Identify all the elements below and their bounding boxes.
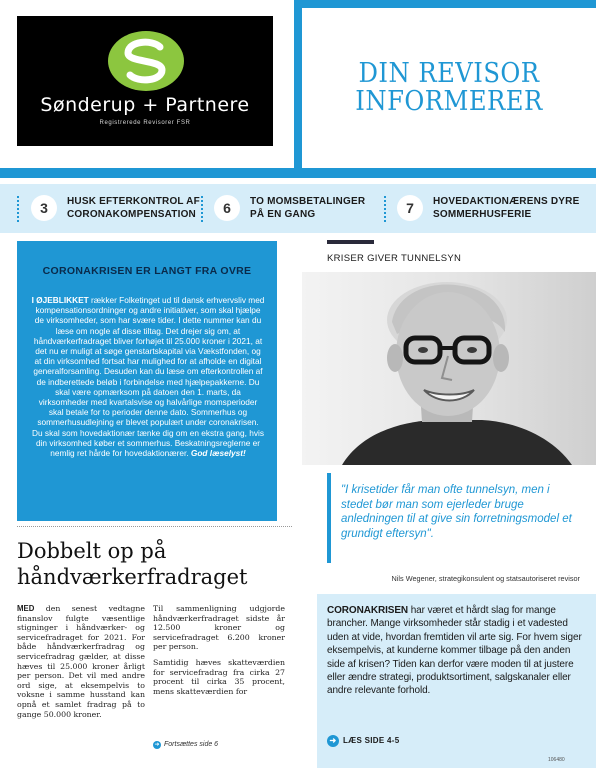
logo-swoosh-icon bbox=[106, 29, 186, 93]
arrow-circle-icon: ➜ bbox=[327, 735, 339, 747]
feature-text: har været et hårdt slag for mange brancher. Mange virksomheder står stadig i et vadested uden at vide, hvordan fremtiden vil arte sig. For hvem siger eksempelvis, at kunderne kommer tilbage på den anden side af krisen? Tiden kan derfor være moden til at justere eller ændre strategi, produktsortiment, salgskanaler eller andre relevante forhold. bbox=[327, 605, 582, 697]
read-more-label: LÆS SIDE 4-5 bbox=[343, 736, 400, 746]
teaser-page-number: 3 bbox=[31, 195, 57, 221]
teaser-line: HUSK EFTERKONTROL AF bbox=[67, 196, 200, 207]
headline-line-2: håndværkerfradraget bbox=[17, 565, 248, 589]
title-line-2: INFORMERER bbox=[355, 86, 543, 117]
editorial-lead: I ØJEBLIKKET bbox=[31, 295, 89, 305]
editorial-signoff: God læselyst! bbox=[190, 448, 246, 459]
teaser-label bbox=[67, 195, 207, 221]
article-column-2 bbox=[153, 604, 285, 702]
continued-link[interactable] bbox=[153, 741, 285, 749]
issue-label: TEMANUMMER: CORONA, FEBRUAR 2021 bbox=[308, 15, 535, 27]
teaser-label bbox=[250, 195, 390, 221]
article-kicker: KRISER GIVER TUNNELSYN bbox=[327, 253, 462, 264]
quote-accent-bar bbox=[327, 473, 331, 563]
logo-subtitle: Registrerede Revisorer FSR bbox=[99, 120, 191, 126]
teaser-page-number: 6 bbox=[214, 195, 240, 221]
article-paragraph: Samtidig hæves skatteværdien for servicefradrag fra cirka 27 procent til cirka 35 procent, mens skatteværdien for bbox=[153, 657, 285, 696]
page-code: 106480 bbox=[548, 757, 565, 763]
article-divider bbox=[17, 526, 292, 527]
article-column-1 bbox=[17, 604, 145, 719]
article-headline bbox=[17, 538, 292, 590]
portrait-illustration bbox=[302, 272, 596, 465]
teaser-page-number: 7 bbox=[397, 195, 423, 221]
article-paragraph: Til sammenligning udgjorde håndværkerfradraget sidste år 12.500 kroner og servicefradraget 6.200 kroner per person. bbox=[153, 604, 285, 652]
editorial-title: CORONAKRISEN ER LANGT FRA OVRE bbox=[42, 265, 252, 277]
teaser-label bbox=[433, 195, 593, 221]
editorial-body bbox=[31, 295, 265, 458]
article-lead: MED bbox=[17, 604, 35, 613]
continued-label: Fortsættes side 6 bbox=[164, 741, 219, 748]
feature-summary-box bbox=[317, 594, 596, 768]
feature-lead: CORONAKRISEN bbox=[327, 605, 409, 616]
teaser-item[interactable] bbox=[31, 183, 201, 234]
portrait-photo bbox=[302, 272, 596, 465]
teaser-line: PÅ EN GANG bbox=[250, 209, 316, 220]
title-line-1: DIN REVISOR bbox=[358, 58, 540, 89]
quote-text: "I krisetider får man ofte tunnelsyn, men i stedet bør man som ejerleder bruge anledningen til at give sin forretningsmodel et grundigt eftersyn". bbox=[341, 484, 572, 540]
arrow-circle-icon: ➜ bbox=[154, 742, 160, 748]
editorial-box bbox=[17, 241, 277, 521]
teaser-line: CORONAKOMPENSATION bbox=[67, 209, 196, 220]
article-text: den senest vedtagne finanslov fulgte væsentlige stigninger i håndværker- og servicefradraget for 2021. For både håndværkerfradrag og servicefradrag gælder, at disse hæves til 25.000 kroner årligt per person. Det vil med andre ord sige, at eksempelvis to voksne i samme husstand kan opnå et samlet fradrag på to gange 50.000 kroner. bbox=[17, 604, 146, 719]
logo bbox=[17, 16, 273, 146]
teaser-item[interactable] bbox=[397, 183, 587, 234]
feature-body bbox=[327, 604, 589, 698]
teaser-item[interactable] bbox=[214, 183, 384, 234]
logo-name: Sønderup + Partnere bbox=[40, 94, 250, 116]
kicker-accent-bar bbox=[327, 240, 374, 244]
headline-line-1: Dobbelt op på bbox=[17, 539, 167, 563]
pull-quote bbox=[327, 473, 577, 563]
quote-attribution: Nils Wegener, strategikonsulent og statsautoriseret revisor bbox=[391, 574, 580, 583]
teaser-line: HOVEDAKTIONÆRENS DYRE bbox=[433, 196, 580, 207]
newsletter-title bbox=[322, 60, 576, 116]
dotted-divider bbox=[17, 196, 19, 222]
teaser-line: SOMMERHUSFERIE bbox=[433, 209, 532, 220]
tagline: VÆRDIFULD VIDEN OM ØKONOMI bbox=[360, 150, 538, 161]
logo-container bbox=[0, 0, 294, 168]
teaser-line: TO MOMSBETALINGER bbox=[250, 196, 366, 207]
read-more-link[interactable] bbox=[327, 735, 400, 747]
editorial-text: rækker Folketinget ud til dansk erhvervsliv med kompensationsordninger og andre initiativer, som skal hjælpe de virksomheder, som har svære tider. I dette nummer kan du læse om nogle af disse tiltag. Det drejer sig om, at håndværkerfradraget bliver forhøjet til 25.000 kroner i 2021, at det nu er muligt at søge genstartskapital via Vækstfonden, og at din virksomhed fortsat har mulighed for at afholde en digital generalforsamling. Desuden kan du læse om efterkontrollen af de indberettede beløb i forbindelse med hjælpepakkerne. Du skal være opmærksom på datoen den 1. marts, da virksomheder med kvartalsvise og halvårlige momsperioder skal betale for to perioder denne dato. Sommerhus og sommerhusudlejning er blevet populært under coronakrisen. Du skal som hovedaktionær tænke dig om en ekstra gang, hvis din virksomhed køber et sommerhus. Beskatningsreglerne er nemlig ret hårde for hovedaktionærer. bbox=[32, 295, 265, 459]
